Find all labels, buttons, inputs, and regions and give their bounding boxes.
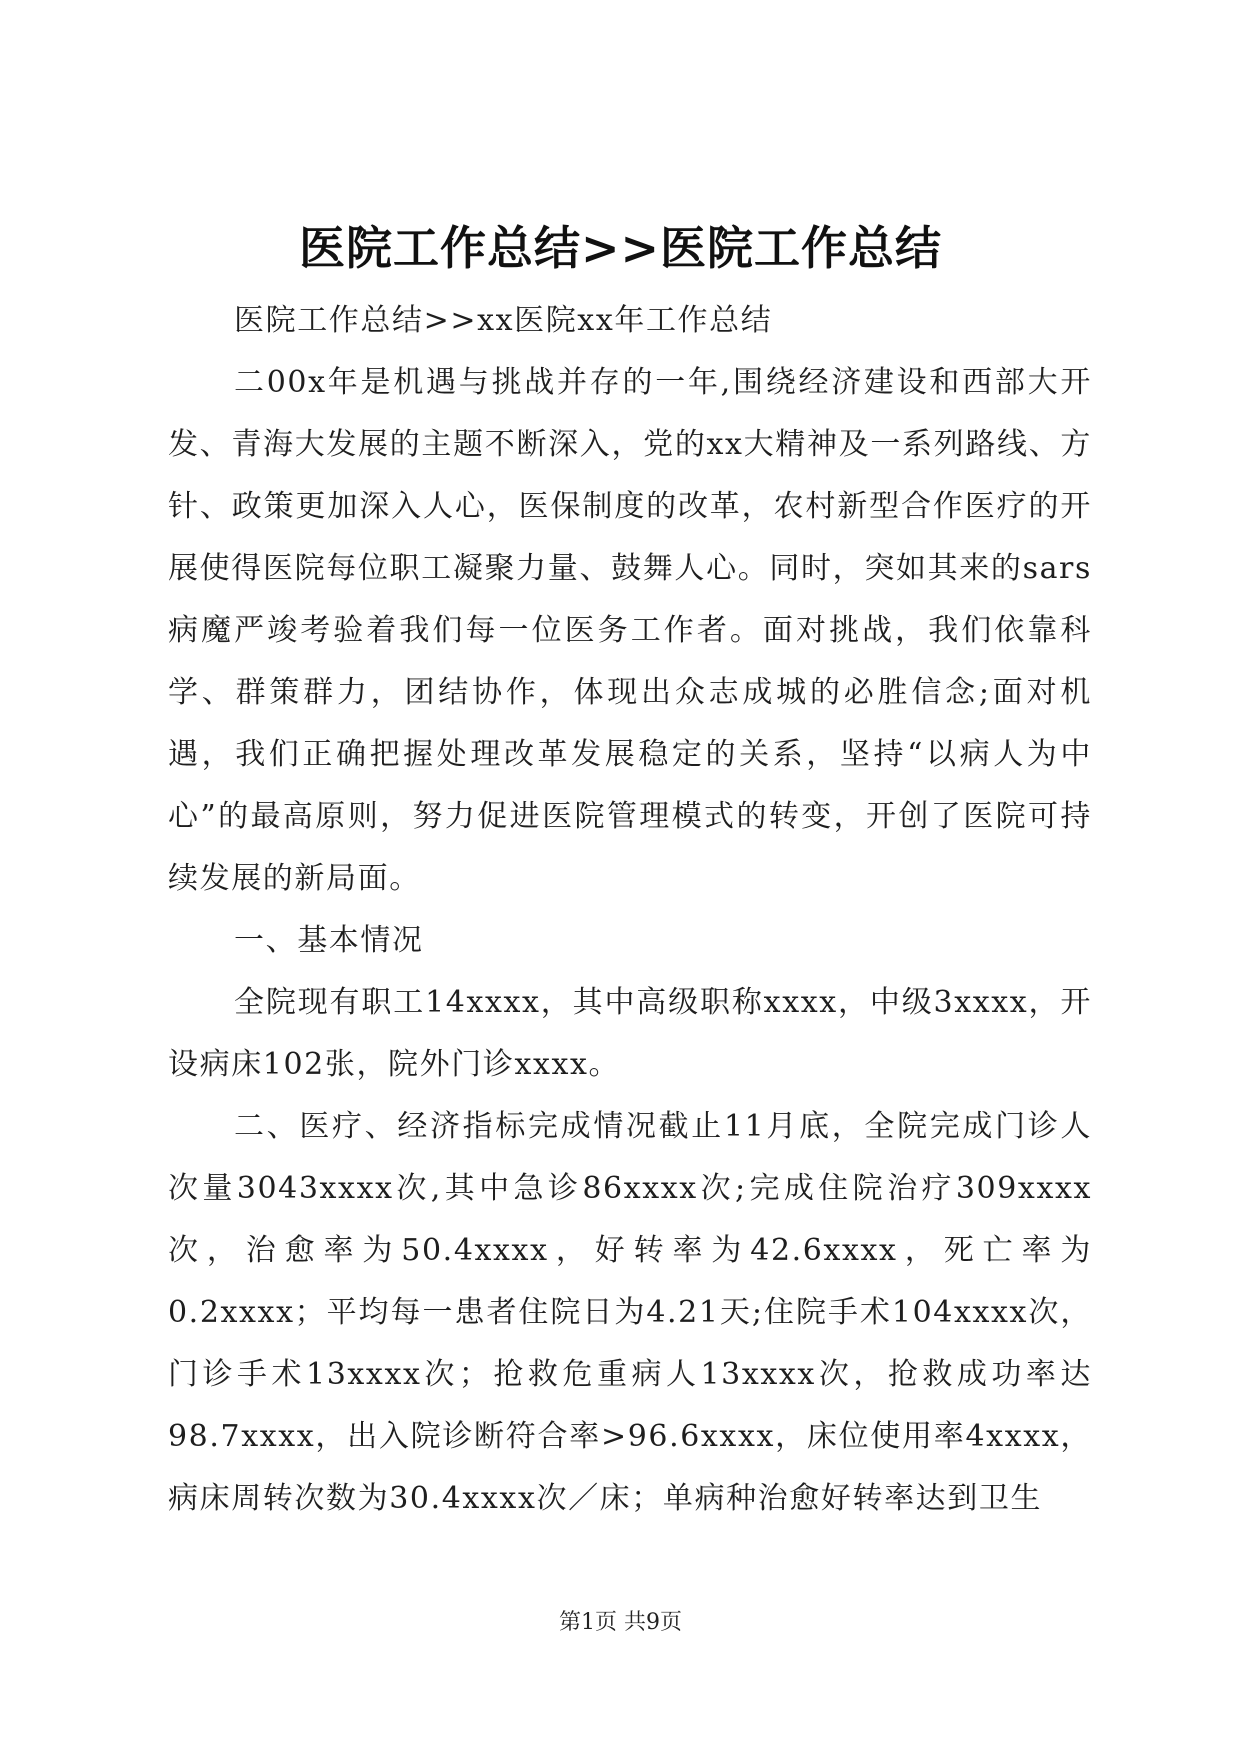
staff-paragraph: 全院现有职工14xxxx，其中高级职称xxxx，中级3xxxx，开设病床102张，院外门诊xxxx。 xyxy=(168,985,1092,1082)
indicators-paragraph: 二、医疗、经济指标完成情况截止11月底，全院完成门诊人次量3043xxxx次,其中急诊86xxxx次;完成住院治疗309xxxx次，治愈率为50.4xxxx，好转率为42.6xxxx，死亡率为0.2xxxx；平均每一患者住院日为4.21天;住院手术104xxxx次，门诊手术13xxxx次；抢救危重病人13xxxx次，抢救成功率达98.7xxxx，出入院诊断符合率>96.6xxxx，床位使用率4xxxx，病床周转次数为30.4xxxx次／床；单病种治愈好转率达到卫生 xyxy=(168,1109,1092,1516)
page-footer: 第1页 共9页 xyxy=(559,1610,682,1635)
document-title: 医院工作总结>>医院工作总结 xyxy=(298,221,943,275)
subtitle-paragraph: 医院工作总结>>xx医院xx年工作总结 xyxy=(234,303,773,338)
document-body xyxy=(168,290,1092,1530)
section-heading-basic-situation: 一、基本情况 xyxy=(234,923,424,958)
intro-paragraph: 二00x年是机遇与挑战并存的一年,围绕经济建设和西部大开发、青海大发展的主题不断深入，党的xx大精神及一系列路线、方针、政策更加深入人心，医保制度的改革，农村新型合作医疗的开展使得医院每位职工凝聚力量、鼓舞人心。同时，突如其来的sars病魔严竣考验着我们每一位医务工作者。面对挑战，我们依靠科学、群策群力，团结协作，体现出众志成城的必胜信念;面对机遇，我们正确把握处理改革发展稳定的关系，坚持“以病人为中心”的最高原则，努力促进医院管理模式的转变，开创了医院可持续发展的新局面。 xyxy=(168,365,1092,896)
